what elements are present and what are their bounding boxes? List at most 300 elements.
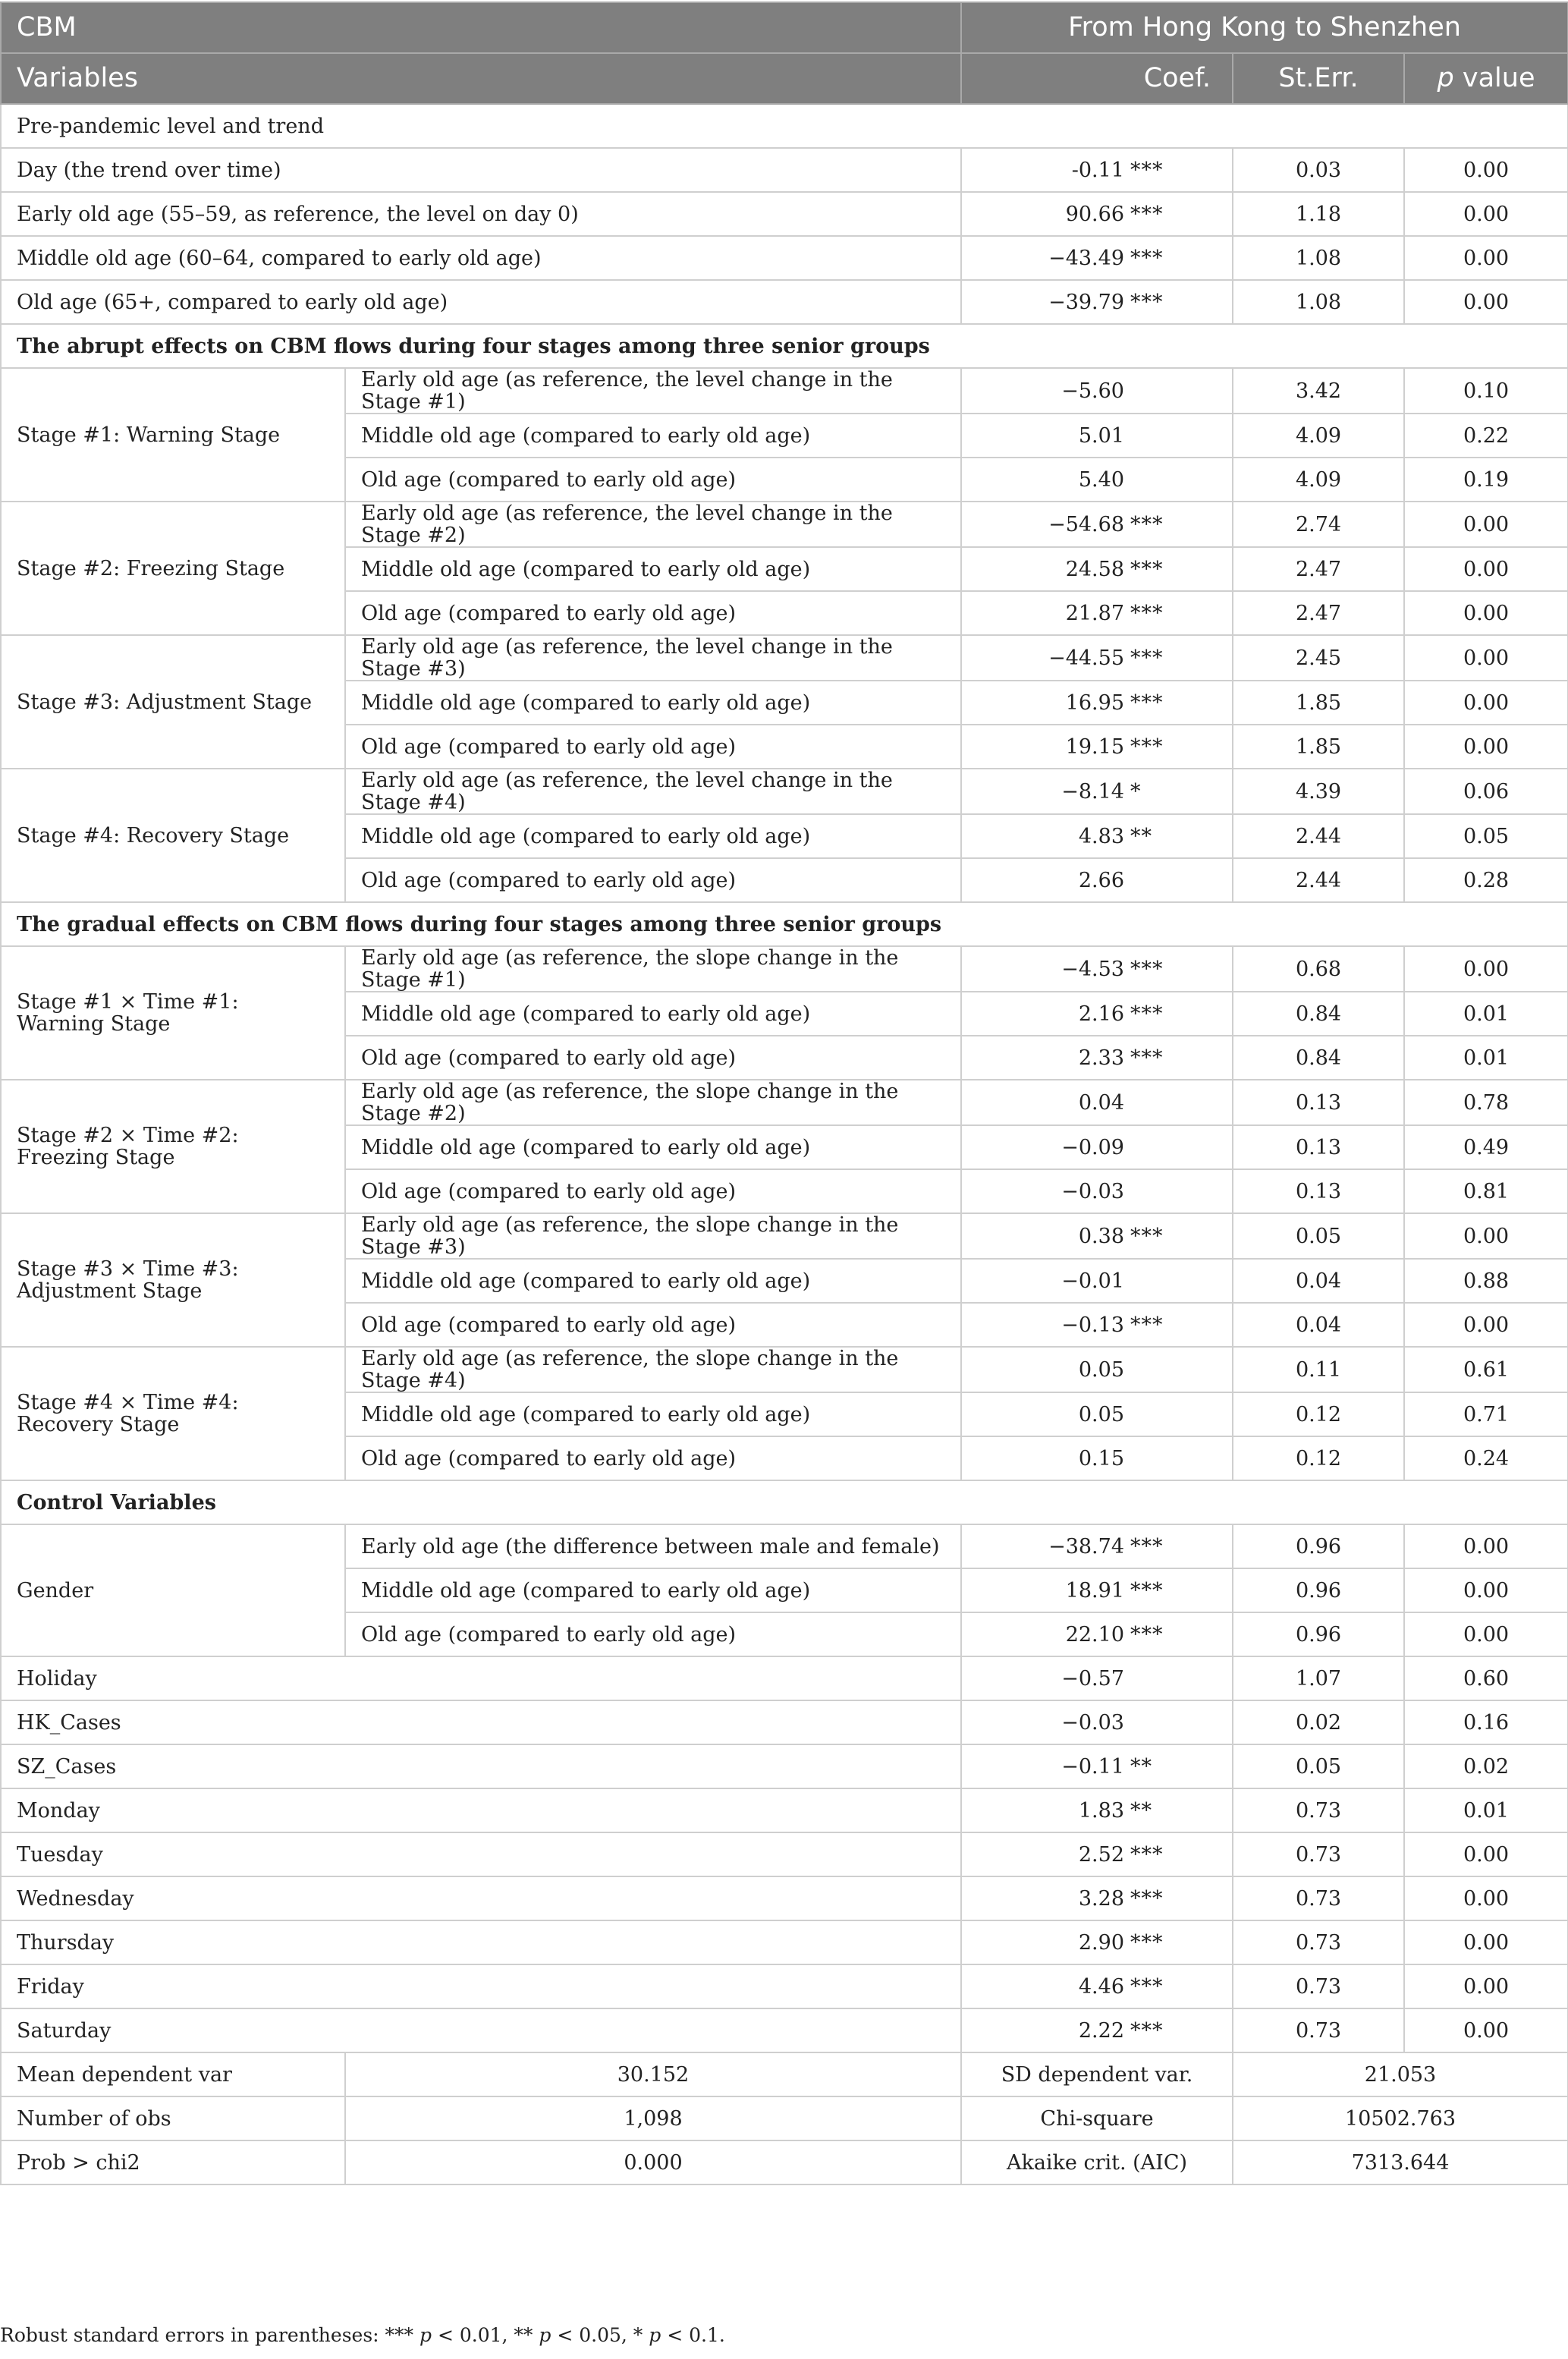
significance-stars: * — [1130, 779, 1142, 804]
variable-label: Middle old age (compared to early old age) — [345, 1568, 961, 1612]
std-error-value: 0.11 — [1233, 1347, 1404, 1392]
variable-label: Saturday — [1, 2008, 961, 2052]
significance-stars: *** — [1130, 1534, 1164, 1559]
coef-value: −0.01 — [1061, 1269, 1124, 1293]
p-value: 0.06 — [1404, 769, 1568, 814]
significance-stars: *** — [1130, 158, 1164, 182]
table-row — [1, 236, 1568, 280]
variable-label: Early old age (55–59, as reference, the level on day 0) — [1, 192, 961, 236]
std-error-value: 0.73 — [1233, 2008, 1404, 2052]
coef-value: −54.68 — [1048, 512, 1124, 536]
header-p-letter: p — [1437, 63, 1454, 93]
p-value: 0.00 — [1404, 192, 1568, 236]
significance-stars: *** — [1130, 1313, 1164, 1337]
table-row — [1, 635, 1568, 681]
significance-stars: *** — [1130, 2018, 1164, 2043]
stage-label: Gender — [1, 1524, 345, 1656]
variable-label: Old age (compared to early old age) — [345, 1612, 961, 1656]
footnote-t1: < 0.01, ** — [432, 2324, 539, 2346]
std-error-value: 4.39 — [1233, 769, 1404, 814]
stat-value: 7313.644 — [1233, 2140, 1568, 2184]
p-value: 0.60 — [1404, 1656, 1568, 1700]
coef-cell — [961, 1303, 1233, 1347]
variable-label: Old age (compared to early old age) — [345, 1169, 961, 1213]
std-error-value: 2.45 — [1233, 635, 1404, 681]
coef-cell — [961, 1964, 1233, 2008]
stage-label: Stage #3: Adjustment Stage — [1, 635, 345, 769]
coef-cell — [961, 1036, 1233, 1080]
p-value: 0.10 — [1404, 368, 1568, 414]
coef-value: 18.91 — [1065, 1578, 1124, 1603]
coef-cell — [961, 414, 1233, 458]
p-value: 0.00 — [1404, 1832, 1568, 1876]
header-row-bottom — [1, 53, 1568, 104]
p-value: 0.71 — [1404, 1392, 1568, 1436]
variable-label: Early old age (as reference, the level change in the Stage #1) — [345, 368, 961, 414]
std-error-value: 2.44 — [1233, 814, 1404, 858]
std-error-value: 2.47 — [1233, 591, 1404, 635]
coef-cell — [961, 1612, 1233, 1656]
coef-cell — [961, 2008, 1233, 2052]
significance-stars: *** — [1130, 1578, 1164, 1603]
header-st-err: St.Err. — [1233, 53, 1404, 104]
stat-label: Mean dependent var — [1, 2052, 345, 2096]
p-value: 0.16 — [1404, 1700, 1568, 1744]
variable-label: Old age (compared to early old age) — [345, 725, 961, 769]
table-row — [1, 1832, 1568, 1876]
variable-label: Friday — [1, 1964, 961, 2008]
coef-cell — [961, 1347, 1233, 1392]
variable-label: Old age (compared to early old age) — [345, 1303, 961, 1347]
variable-label: Middle old age (compared to early old age) — [345, 414, 961, 458]
significance-stars: *** — [1130, 1930, 1164, 1955]
std-error-value: 0.96 — [1233, 1612, 1404, 1656]
variable-label: Middle old age (compared to early old age) — [345, 547, 961, 591]
std-error-value: 0.12 — [1233, 1436, 1404, 1480]
coef-cell — [961, 1832, 1233, 1876]
p-value: 0.00 — [1404, 502, 1568, 547]
std-error-value: 0.13 — [1233, 1169, 1404, 1213]
coef-cell — [961, 1876, 1233, 1920]
p-value: 0.78 — [1404, 1080, 1568, 1125]
coef-value: 22.10 — [1065, 1622, 1124, 1647]
footnote-lead: Robust standard errors in parentheses: *** — [0, 2324, 419, 2346]
coef-cell — [961, 148, 1233, 192]
pre-pandemic-title: Pre-pandemic level and trend — [1, 104, 1568, 148]
abrupt-effects-title: The abrupt effects on CBM flows during four stages among three senior groups — [1, 324, 1568, 368]
abrupt-effects-header-row — [1, 324, 1568, 368]
coef-value: −0.13 — [1061, 1313, 1124, 1337]
p-value: 0.49 — [1404, 1125, 1568, 1169]
std-error-value: 1.07 — [1233, 1656, 1404, 1700]
stat-value: 30.152 — [345, 2052, 961, 2096]
significance-stars: ** — [1130, 1754, 1152, 1779]
stage-label: Stage #4 × Time #4: Recovery Stage — [1, 1347, 345, 1480]
variable-label: Early old age (as reference, the level change in the Stage #4) — [345, 769, 961, 814]
coef-cell — [961, 858, 1233, 902]
p-value: 0.00 — [1404, 1524, 1568, 1568]
significance-stars: *** — [1130, 1224, 1164, 1248]
std-error-value: 0.05 — [1233, 1213, 1404, 1259]
header-p-value — [1404, 53, 1568, 104]
stage-label: Stage #1 × Time #1: Warning Stage — [1, 946, 345, 1080]
coef-cell — [961, 502, 1233, 547]
variable-label: Middle old age (compared to early old age) — [345, 681, 961, 725]
table-row — [1, 1876, 1568, 1920]
coef-value: −38.74 — [1048, 1534, 1124, 1559]
std-error-value: 0.73 — [1233, 1832, 1404, 1876]
std-error-value: 0.84 — [1233, 1036, 1404, 1080]
table-row — [1, 1920, 1568, 1964]
gradual-effects-title: The gradual effects on CBM flows during four stages among three senior groups — [1, 902, 1568, 946]
stat-value: 0.000 — [345, 2140, 961, 2184]
coef-value: 4.83 — [1078, 824, 1124, 848]
p-value: 0.88 — [1404, 1259, 1568, 1303]
coef-value: −39.79 — [1048, 290, 1124, 314]
std-error-value: 1.85 — [1233, 681, 1404, 725]
control-variables-title: Control Variables — [1, 1480, 1568, 1524]
variable-label: Early old age (as reference, the slope change in the Stage #2) — [345, 1080, 961, 1125]
significance-stars: *** — [1130, 690, 1164, 715]
variable-label: Old age (compared to early old age) — [345, 458, 961, 502]
table-row — [1, 1744, 1568, 1788]
coef-value: 2.16 — [1078, 1002, 1124, 1026]
table-row — [1, 946, 1568, 992]
table-row — [1, 1213, 1568, 1259]
std-error-value: 0.96 — [1233, 1524, 1404, 1568]
header-direction: From Hong Kong to Shenzhen — [961, 2, 1568, 53]
coef-value: 0.15 — [1078, 1446, 1124, 1470]
significance-stars: *** — [1130, 1046, 1164, 1070]
coef-value: 24.58 — [1065, 557, 1124, 581]
footnote-p2: p — [539, 2324, 551, 2346]
p-value: 0.00 — [1404, 280, 1568, 324]
footnote-t2: < 0.05, * — [551, 2324, 649, 2346]
coef-cell — [961, 1744, 1233, 1788]
footnote-t3: < 0.1. — [661, 2324, 725, 2346]
stat-label: Akaike crit. (AIC) — [961, 2140, 1233, 2184]
p-value: 0.00 — [1404, 1568, 1568, 1612]
stat-value: 21.053 — [1233, 2052, 1568, 2096]
p-value: 0.22 — [1404, 414, 1568, 458]
p-value: 0.00 — [1404, 1876, 1568, 1920]
coef-value: 0.04 — [1078, 1090, 1124, 1115]
p-value: 0.01 — [1404, 1788, 1568, 1832]
p-value: 0.01 — [1404, 1036, 1568, 1080]
std-error-value: 0.12 — [1233, 1392, 1404, 1436]
coef-value: 2.66 — [1078, 868, 1124, 892]
footnote-p3: p — [649, 2324, 661, 2346]
p-value: 0.00 — [1404, 1213, 1568, 1259]
std-error-value: 0.13 — [1233, 1125, 1404, 1169]
std-error-value: 1.08 — [1233, 236, 1404, 280]
variable-label: Day (the trend over time) — [1, 148, 961, 192]
coef-cell — [961, 1213, 1233, 1259]
coef-value: 2.52 — [1078, 1842, 1124, 1867]
coef-cell — [961, 1656, 1233, 1700]
coef-cell — [961, 681, 1233, 725]
stat-value: 1,098 — [345, 2096, 961, 2140]
coef-value: 16.95 — [1065, 690, 1124, 715]
header-cbm: CBM — [1, 2, 961, 53]
coef-value: −43.49 — [1048, 246, 1124, 270]
significance-stars: *** — [1130, 1002, 1164, 1026]
variable-label: Early old age (as reference, the slope change in the Stage #4) — [345, 1347, 961, 1392]
coef-value: 1.83 — [1078, 1798, 1124, 1823]
coef-value: 3.28 — [1078, 1886, 1124, 1911]
variable-label: Old age (compared to early old age) — [345, 591, 961, 635]
table-row — [1, 1347, 1568, 1392]
coef-cell — [961, 1436, 1233, 1480]
std-error-value: 2.74 — [1233, 502, 1404, 547]
p-value: 0.00 — [1404, 635, 1568, 681]
coef-value: 0.38 — [1078, 1224, 1124, 1248]
coef-value: 2.90 — [1078, 1930, 1124, 1955]
coef-cell — [961, 1125, 1233, 1169]
std-error-value: 0.68 — [1233, 946, 1404, 992]
stat-label: SD dependent var. — [961, 2052, 1233, 2096]
coef-value: 5.01 — [1078, 423, 1124, 448]
significance-stars: ** — [1130, 824, 1152, 848]
variable-label: Old age (65+, compared to early old age) — [1, 280, 961, 324]
variable-label: Old age (compared to early old age) — [345, 1036, 961, 1080]
stats-row — [1, 2140, 1568, 2184]
regression-table — [0, 2, 1568, 2185]
coef-value: −44.55 — [1048, 646, 1124, 670]
coef-value: −0.11 — [1061, 1754, 1124, 1779]
significance-stars: *** — [1130, 1622, 1164, 1647]
header-p-rest: value — [1453, 63, 1535, 93]
table-footnote — [0, 2324, 725, 2346]
std-error-value: 1.08 — [1233, 280, 1404, 324]
variable-label: Middle old age (compared to early old age) — [345, 992, 961, 1036]
p-value: 0.81 — [1404, 1169, 1568, 1213]
table-row — [1, 1524, 1568, 1568]
coef-cell — [961, 458, 1233, 502]
stats-row — [1, 2052, 1568, 2096]
variable-label: Old age (compared to early old age) — [345, 1436, 961, 1480]
p-value: 0.19 — [1404, 458, 1568, 502]
variable-label: Middle old age (compared to early old age) — [345, 1392, 961, 1436]
table-row — [1, 280, 1568, 324]
coef-cell — [961, 368, 1233, 414]
coef-cell — [961, 1920, 1233, 1964]
variable-label: HK_Cases — [1, 1700, 961, 1744]
coef-value: 0.05 — [1078, 1402, 1124, 1426]
p-value: 0.01 — [1404, 992, 1568, 1036]
p-value: 0.00 — [1404, 681, 1568, 725]
p-value: 0.00 — [1404, 591, 1568, 635]
coef-cell — [961, 1788, 1233, 1832]
p-value: 0.00 — [1404, 1920, 1568, 1964]
header-coef: Coef. — [961, 53, 1233, 104]
variable-label: Early old age (as reference, the level change in the Stage #3) — [345, 635, 961, 681]
significance-stars: *** — [1130, 512, 1164, 536]
p-value: 0.00 — [1404, 1303, 1568, 1347]
p-value: 0.61 — [1404, 1347, 1568, 1392]
stage-label: Stage #4: Recovery Stage — [1, 769, 345, 902]
coef-value: -0.11 — [1071, 158, 1124, 182]
variable-label: Early old age (as reference, the level change in the Stage #2) — [345, 502, 961, 547]
std-error-value: 4.09 — [1233, 414, 1404, 458]
stat-value: 10502.763 — [1233, 2096, 1568, 2140]
stat-label: Prob > chi2 — [1, 2140, 345, 2184]
significance-stars: ** — [1130, 1798, 1152, 1823]
p-value: 0.00 — [1404, 946, 1568, 992]
significance-stars: *** — [1130, 601, 1164, 625]
std-error-value: 3.42 — [1233, 368, 1404, 414]
significance-stars: *** — [1130, 246, 1164, 270]
variable-label: Middle old age (compared to early old age) — [345, 1125, 961, 1169]
gradual-effects-header-row — [1, 902, 1568, 946]
p-value: 0.24 — [1404, 1436, 1568, 1480]
std-error-value: 4.09 — [1233, 458, 1404, 502]
std-error-value: 0.84 — [1233, 992, 1404, 1036]
coef-cell — [961, 1700, 1233, 1744]
significance-stars: *** — [1130, 1974, 1164, 1999]
table-row — [1, 769, 1568, 814]
variable-label: Tuesday — [1, 1832, 961, 1876]
stat-label: Chi-square — [961, 2096, 1233, 2140]
p-value: 0.00 — [1404, 1612, 1568, 1656]
stage-label: Stage #2: Freezing Stage — [1, 502, 345, 635]
std-error-value: 0.04 — [1233, 1259, 1404, 1303]
std-error-value: 2.44 — [1233, 858, 1404, 902]
p-value: 0.00 — [1404, 148, 1568, 192]
table-row — [1, 1656, 1568, 1700]
coef-cell — [961, 1524, 1233, 1568]
table-row — [1, 2008, 1568, 2052]
significance-stars: *** — [1130, 557, 1164, 581]
variable-label: Middle old age (compared to early old age) — [345, 814, 961, 858]
coef-cell — [961, 192, 1233, 236]
coef-value: 0.05 — [1078, 1357, 1124, 1382]
p-value: 0.05 — [1404, 814, 1568, 858]
coef-value: 19.15 — [1065, 734, 1124, 759]
table-row — [1, 502, 1568, 547]
coef-cell — [961, 635, 1233, 681]
coef-value: 5.40 — [1078, 467, 1124, 492]
coef-value: 21.87 — [1065, 601, 1124, 625]
table-row — [1, 1080, 1568, 1125]
significance-stars: *** — [1130, 202, 1164, 226]
coef-cell — [961, 547, 1233, 591]
p-value: 0.00 — [1404, 725, 1568, 769]
variable-label: SZ_Cases — [1, 1744, 961, 1788]
table-row — [1, 1788, 1568, 1832]
coef-value: 4.46 — [1078, 1974, 1124, 1999]
coef-value: −5.60 — [1061, 379, 1124, 403]
p-value: 0.00 — [1404, 547, 1568, 591]
stage-label: Stage #3 × Time #3: Adjustment Stage — [1, 1213, 345, 1347]
significance-stars: *** — [1130, 646, 1164, 670]
std-error-value: 0.96 — [1233, 1568, 1404, 1612]
significance-stars: *** — [1130, 1886, 1164, 1911]
coef-cell — [961, 814, 1233, 858]
coef-value: −4.53 — [1061, 957, 1124, 981]
std-error-value: 0.02 — [1233, 1700, 1404, 1744]
table-row — [1, 192, 1568, 236]
header-variables: Variables — [1, 53, 961, 104]
variable-label: Middle old age (compared to early old age) — [345, 1259, 961, 1303]
footnote-p1: p — [419, 2324, 432, 2346]
significance-stars: *** — [1130, 734, 1164, 759]
std-error-value: 0.13 — [1233, 1080, 1404, 1125]
coef-cell — [961, 1392, 1233, 1436]
coef-cell — [961, 725, 1233, 769]
significance-stars: *** — [1130, 1842, 1164, 1867]
table-row — [1, 1700, 1568, 1744]
std-error-value: 0.73 — [1233, 1964, 1404, 2008]
variable-label: Holiday — [1, 1656, 961, 1700]
coef-value: 2.33 — [1078, 1046, 1124, 1070]
std-error-value: 0.73 — [1233, 1876, 1404, 1920]
variable-label: Wednesday — [1, 1876, 961, 1920]
pre-pandemic-header-row — [1, 104, 1568, 148]
std-error-value: 0.73 — [1233, 1788, 1404, 1832]
variable-label: Middle old age (60–64, compared to early old age) — [1, 236, 961, 280]
variable-label: Early old age (as reference, the slope change in the Stage #1) — [345, 946, 961, 992]
std-error-value: 1.18 — [1233, 192, 1404, 236]
std-error-value: 1.85 — [1233, 725, 1404, 769]
significance-stars: *** — [1130, 290, 1164, 314]
std-error-value: 0.73 — [1233, 1920, 1404, 1964]
coef-cell — [961, 591, 1233, 635]
table-row — [1, 368, 1568, 414]
coef-value: −0.03 — [1061, 1710, 1124, 1735]
std-error-value: 0.04 — [1233, 1303, 1404, 1347]
control-variables-header-row — [1, 1480, 1568, 1524]
p-value: 0.00 — [1404, 236, 1568, 280]
coef-value: 90.66 — [1065, 202, 1124, 226]
coef-cell — [961, 280, 1233, 324]
variable-label: Thursday — [1, 1920, 961, 1964]
coef-cell — [961, 1568, 1233, 1612]
coef-cell — [961, 769, 1233, 814]
std-error-value: 2.47 — [1233, 547, 1404, 591]
variable-label: Early old age (as reference, the slope change in the Stage #3) — [345, 1213, 961, 1259]
p-value: 0.00 — [1404, 1964, 1568, 2008]
coef-cell — [961, 992, 1233, 1036]
coef-cell — [961, 1169, 1233, 1213]
coef-value: 2.22 — [1078, 2018, 1124, 2043]
stats-row — [1, 2096, 1568, 2140]
table-row — [1, 148, 1568, 192]
coef-value: −0.09 — [1061, 1135, 1124, 1159]
p-value: 0.02 — [1404, 1744, 1568, 1788]
p-value: 0.28 — [1404, 858, 1568, 902]
significance-stars: *** — [1130, 957, 1164, 981]
coef-cell — [961, 1080, 1233, 1125]
variable-label: Early old age (the difference between male and female) — [345, 1524, 961, 1568]
coef-cell — [961, 1259, 1233, 1303]
stage-label: Stage #2 × Time #2: Freezing Stage — [1, 1080, 345, 1213]
stage-label: Stage #1: Warning Stage — [1, 368, 345, 502]
coef-value: −0.03 — [1061, 1179, 1124, 1203]
coef-value: −0.57 — [1061, 1666, 1124, 1691]
coef-value: −8.14 — [1061, 779, 1124, 804]
variable-label: Monday — [1, 1788, 961, 1832]
variable-label: Old age (compared to early old age) — [345, 858, 961, 902]
coef-cell — [961, 236, 1233, 280]
std-error-value: 0.05 — [1233, 1744, 1404, 1788]
coef-cell — [961, 946, 1233, 992]
p-value: 0.00 — [1404, 2008, 1568, 2052]
std-error-value: 0.03 — [1233, 148, 1404, 192]
table-row — [1, 1964, 1568, 2008]
stat-label: Number of obs — [1, 2096, 345, 2140]
header-row-top — [1, 2, 1568, 53]
